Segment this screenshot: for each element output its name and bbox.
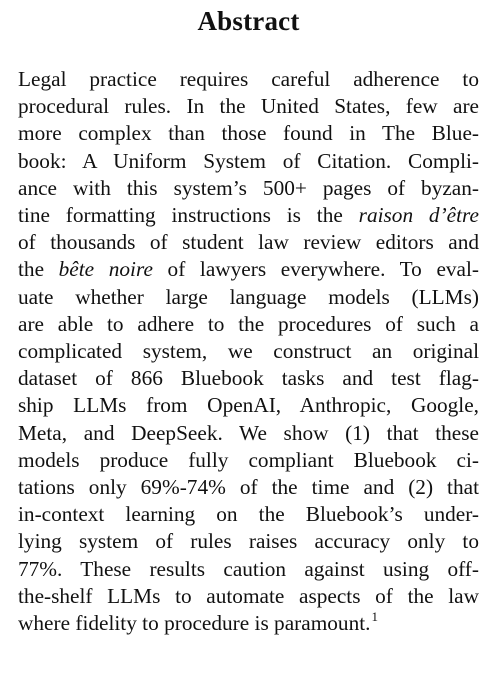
abstract-heading: Abstract <box>197 6 300 36</box>
abstract-line: complicated system, we construct an original <box>18 339 479 364</box>
abstract-line: are able to adhere to the procedures of such a <box>18 311 479 336</box>
abstract-line: book: A Uniform System of Citation. Compli- <box>18 148 479 173</box>
abstract-line: 77%. These results caution against using off- <box>18 556 479 581</box>
italic-phrase-raison-detre: raison d’être <box>358 203 479 228</box>
footnote-marker[interactable]: 1 <box>371 609 378 625</box>
abstract-text <box>18 66 479 637</box>
abstract-line: uate whether large language models (LLMs) <box>18 284 479 309</box>
abstract-line: tations only 69%-74% of the time and (2) that <box>18 475 479 500</box>
abstract-line: ship LLMs from OpenAI, Anthropic, Google, <box>18 393 479 418</box>
abstract-text-run: where fidelity to procedure is paramount. <box>18 611 371 636</box>
italic-phrase-bete-noire: bête noire <box>58 257 153 282</box>
abstract-text-run: of lawyers everywhere. To eval- <box>152 257 480 282</box>
abstract-line: procedural rules. In the United States, few are <box>18 94 479 119</box>
abstract-line: in-context learning on the Bluebook’s under- <box>18 502 479 527</box>
abstract-line <box>18 202 479 229</box>
abstract-line <box>18 610 479 637</box>
abstract-text-run: tine formatting instructions is the <box>18 203 359 228</box>
abstract-line: models produce fully compliant Bluebook ci- <box>18 447 479 472</box>
abstract-line: the-shelf LLMs to automate aspects of the law <box>18 583 479 608</box>
abstract-line: more complex than those found in The Blue- <box>18 121 479 146</box>
abstract-line: dataset of 866 Bluebook tasks and test flag- <box>18 366 479 391</box>
abstract-line: ance with this system’s 500+ pages of byzan- <box>18 175 479 200</box>
abstract-line: Meta, and DeepSeek. We show (1) that these <box>18 420 479 445</box>
abstract-line: Legal practice requires careful adherence to <box>18 67 479 91</box>
abstract-line: lying system of rules raises accuracy only to <box>18 529 479 554</box>
abstract-line: of thousands of student law review editors and <box>18 230 479 255</box>
abstract-text-run: the <box>18 257 59 282</box>
abstract-line <box>18 256 479 283</box>
